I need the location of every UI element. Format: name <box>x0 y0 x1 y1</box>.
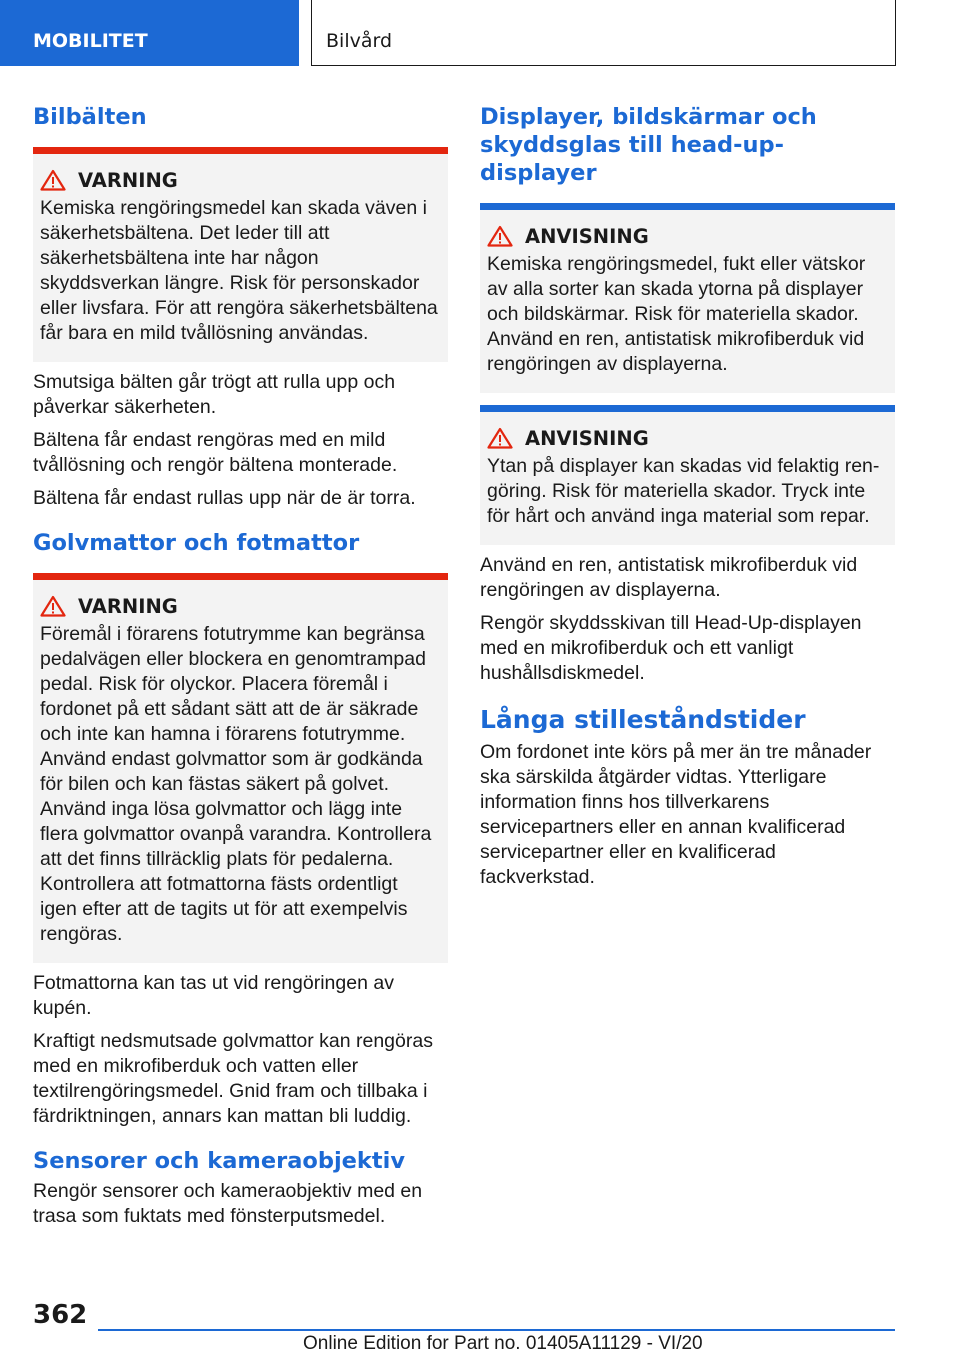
edition-info: Online Edition for Part no. 01405A11129 - VI/20 <box>303 1333 703 1354</box>
heading-sensors: Sensorer och kameraobjektiv <box>33 1148 406 1174</box>
paragraph: Fotmattorna kan tas ut vid rengöringen av kupén. <box>33 972 394 1019</box>
warning-box-mats <box>33 573 448 963</box>
section-tab <box>0 0 299 66</box>
warning-text: Föremål i förarens fotutrymme kan begränsa pedalvägen eller blockera en genomtrampad pedal. Risk för olyckor. Placera föremål i fordonet på ett sådant sätt att de är säkrade och inte kan hamna i förarens fotutrymme. Använd endast golvmattor som är godkända för bilen och kan fästas säkert på golvet. Använd inga lösa golvmattor och lägg inte flera golvmattor ovanpå varandra. Kontrollera att det finns tillräcklig plats för pedalerna. Kontrollera att fotmattorna fästs ordentligt igen efter att de tagits ut för att exempelvis rengöras. <box>40 623 432 945</box>
footer-divider <box>98 1329 895 1331</box>
notice-box-displays-1 <box>480 203 895 393</box>
heading-belts: Bilbälten <box>33 104 147 130</box>
warning-triangle-icon <box>487 225 513 247</box>
warning-text: Kemiska rengöringsmedel kan skada väven i säkerhetsbältena. Det leder till att säkerhetsbältena inte har någon skyddsverkan längre. Risk för personskador eller livsfara. För att rengöra säkerhetsbältena får bara en mild tvållösning användas. <box>40 197 438 344</box>
paragraph: Rengör skyddsskivan till Head-Up-displayen med en mikrofiberduk och ett vanligt hushållsdiskmedel. <box>480 612 862 684</box>
notice-text: Ytan på displayer kan skadas vid felaktig rengöring. Risk för materiella skador. Tryck inte för hårt och använd inga material som repar. <box>487 455 880 527</box>
heading-displays: Displayer, bildskärmar och skyddsglas till head-up-displayer <box>480 104 817 186</box>
paragraph: Om fordonet inte körs på mer än tre månader ska särskilda åtgärder vidtas. Ytterligare information finns hos tillverkarens servicepartners eller en annan kvalificerad servicepartner eller en kvalificerad fackverkstad. <box>480 741 872 888</box>
notice-box-displays-2 <box>480 405 895 545</box>
left-column <box>33 101 448 1229</box>
warning-triangle-icon <box>487 427 513 449</box>
warning-triangle-icon <box>40 169 66 191</box>
warning-title: VARNING <box>78 168 178 192</box>
notice-text: Kemiska rengöringsmedel, fukt eller vätskor av alla sorter kan skada ytorna på displayer och bildskärmar. Risk för materiella skador. Använd en ren, antistatisk mikrofiberduk vid rengöringen av displayerna. <box>487 253 866 375</box>
chapter-label: Bilvård <box>326 30 393 52</box>
notice-title: ANVISNING <box>525 224 649 248</box>
warning-box-belts <box>33 147 448 362</box>
warning-triangle-icon <box>40 595 66 617</box>
page-number: 362 <box>33 1300 88 1330</box>
paragraph: Smutsiga bälten går trögt att rulla upp och påverkar säkerheten. <box>33 371 396 418</box>
paragraph: Bältena får endast rengöras med en mild tvållösning och rengör bältena monterade. <box>33 429 398 476</box>
paragraph: Rengör sensorer och kameraobjektiv med en trasa som fuktats med fönsterputsmedel. <box>33 1180 423 1227</box>
paragraph: Kraftigt nedsmutsade golvmattor kan rengöras med en mikrofiberduk och vatten eller textilrengöringsmedel. Gnid fram och tillbaka i färdriktningen, annars kan mattan bli luddig. <box>33 1030 433 1127</box>
heading-storage: Långa stilleståndstider <box>480 705 806 734</box>
notice-title: ANVISNING <box>525 426 649 450</box>
warning-title: VARNING <box>78 594 178 618</box>
paragraph: Använd en ren, antistatisk mikrofiberduk vid rengöringen av displayerna. <box>480 554 858 601</box>
heading-mats: Golvmattor och fotmattor <box>33 530 360 556</box>
chapter-box <box>311 0 896 66</box>
paragraph: Bältena får endast rullas upp när de är torra. <box>33 487 416 509</box>
section-label: MOBILITET <box>33 30 148 52</box>
right-column <box>480 101 895 890</box>
